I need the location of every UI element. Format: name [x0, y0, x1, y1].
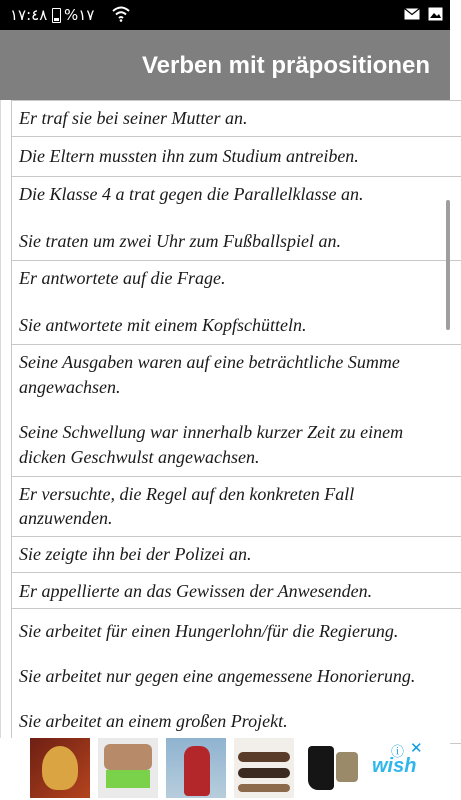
- gallery-icon: [428, 7, 443, 21]
- sentence-text: Seine Ausgaben waren auf eine beträchtliche Summe: [19, 352, 400, 372]
- list-item[interactable]: [11, 572, 461, 608]
- sentence-text: Sie arbeitet nur gegen eine angemessene Honorierung.: [19, 666, 416, 686]
- mail-icon: [404, 8, 420, 20]
- sentence-text: Die Eltern mussten ihn zum Studium antreiben.: [19, 146, 359, 166]
- sentence-text: Er traf sie bei seiner Mutter an.: [19, 108, 248, 128]
- ad-image-underwear[interactable]: [98, 738, 158, 798]
- sentence-text: Sie zeigte ihn bei der Polizei an.: [19, 544, 252, 564]
- ad-image-dress[interactable]: [166, 738, 226, 798]
- list-item[interactable]: [11, 608, 461, 743]
- battery-percent: %١٧: [64, 6, 95, 24]
- sentence-text: Er versuchte, die Regel auf den konkreten Fall: [19, 484, 355, 504]
- sentence-text: angewachsen.: [19, 377, 121, 397]
- sentence-text: Sie traten um zwei Uhr zum Fußballspiel an.: [19, 231, 341, 251]
- battery-icon: [52, 8, 61, 23]
- sentence-text: dicken Geschwulst angewachsen.: [19, 447, 260, 467]
- page-title: Verben mit präpositionen: [141, 52, 430, 79]
- sentence-text: Sie arbeitet an einem großen Projekt.: [19, 711, 288, 731]
- sentence-text: Er antwortete auf die Frage.: [19, 268, 226, 288]
- list-item[interactable]: [11, 536, 461, 572]
- list-item[interactable]: [11, 100, 461, 136]
- list-item[interactable]: [11, 260, 461, 344]
- list-item[interactable]: [11, 476, 461, 536]
- sentence-text: Sie arbeitet für einen Hungerlohn/für die Regierung.: [19, 621, 399, 641]
- ad-image-jewelry[interactable]: [30, 738, 90, 798]
- list-item[interactable]: [11, 136, 461, 176]
- ad-close-icon[interactable]: ✕: [410, 740, 423, 757]
- status-time: ١٧:٤٨: [10, 6, 48, 24]
- sentence-text: Sie antwortete mit einem Kopfschütteln.: [19, 315, 307, 335]
- list-item[interactable]: [11, 344, 461, 476]
- sentence-text: Die Klasse 4 a trat gegen die Parallelklasse an.: [19, 184, 364, 204]
- wifi-icon: [112, 6, 130, 22]
- sentence-text: anzuwenden.: [19, 508, 113, 528]
- list-item[interactable]: [11, 176, 461, 260]
- ad-banner[interactable]: [0, 738, 450, 800]
- sentence-text: Er appellierte an das Gewissen der Anwesenden.: [19, 581, 373, 601]
- sentence-list[interactable]: [0, 100, 450, 738]
- wish-logo[interactable]: wish: [372, 755, 417, 777]
- sentence-text: Seine Schwellung war innerhalb kurzer Zeit zu einem: [19, 422, 404, 442]
- ad-image-boots[interactable]: [302, 738, 362, 798]
- scrollbar[interactable]: [446, 200, 450, 330]
- ad-info-icon[interactable]: ⓘ: [391, 744, 405, 759]
- ad-image-belts[interactable]: [234, 738, 294, 798]
- app-bar: [0, 30, 450, 100]
- status-bar: [0, 0, 450, 30]
